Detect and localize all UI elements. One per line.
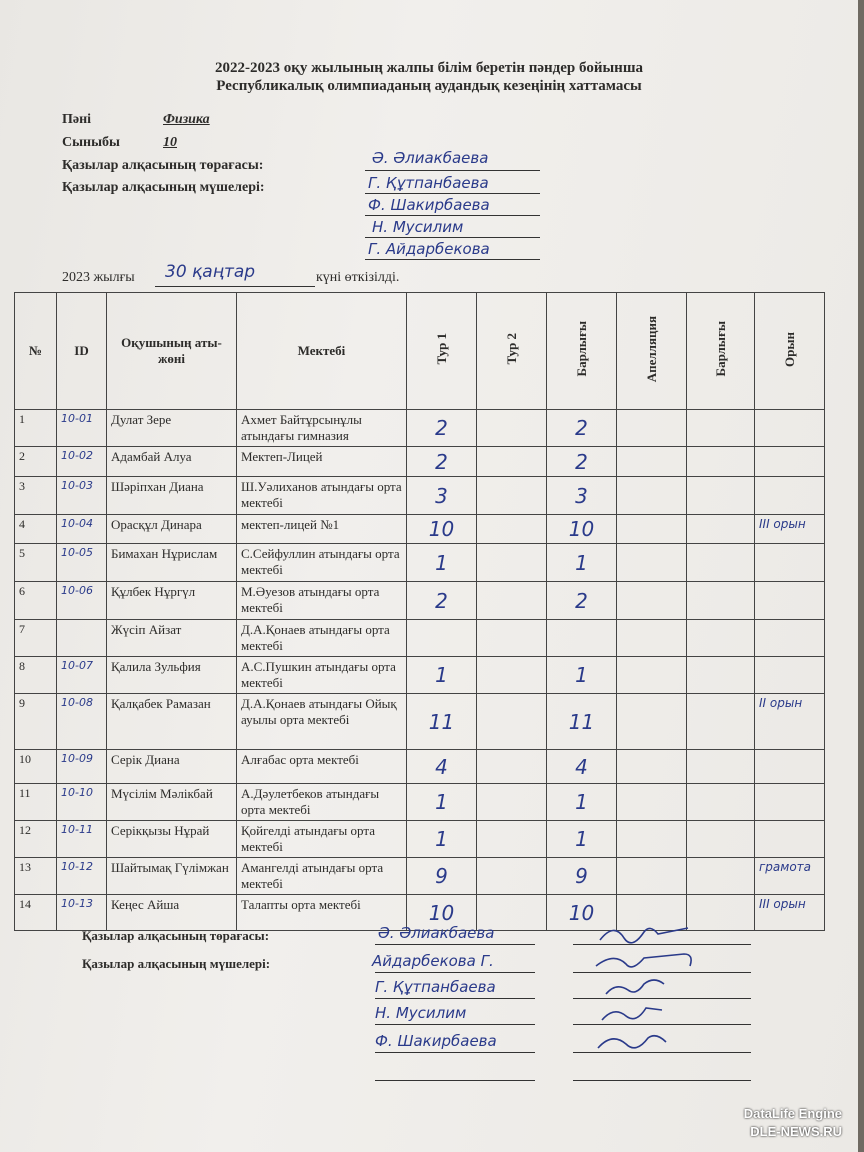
row-school: М.Әуезов атындағы орта мектебі [237,582,407,620]
chair-name-hand: Ә. Әлиакбаева [372,149,489,167]
footer-name-line-4 [375,1024,535,1025]
row-total: 10 [547,895,617,931]
row-total: 9 [547,858,617,895]
row-total-2 [687,410,755,447]
row-total: 1 [547,657,617,694]
row-round1: 9 [407,858,477,895]
row-total-2 [687,515,755,544]
subject-value: Физика [163,112,210,127]
row-appeal [617,821,687,858]
table-row [15,750,825,784]
table-row [15,582,825,620]
footer-name-4: Н. Мусилим [375,1004,467,1022]
row-round2 [477,657,547,694]
row-total-2 [687,858,755,895]
table-row [15,821,825,858]
table-row [15,447,825,477]
row-id: 10-11 [57,821,107,858]
footer-name-line-5 [375,1052,535,1053]
row-round2 [477,582,547,620]
row-total-2 [687,620,755,657]
col-header-name: Оқушының аты-жөні [107,293,237,410]
row-total-2 [687,784,755,821]
row-place: III орын [755,895,825,931]
row-student-name: Орасқұл Динара [107,515,237,544]
row-place [755,447,825,477]
col-header-total [547,293,617,410]
footer-name-line-6 [375,1080,535,1081]
row-total-2 [687,821,755,858]
row-school: Ш.Уәлиханов атындағы орта мектебі [237,477,407,515]
row-appeal [617,582,687,620]
row-id [57,620,107,657]
row-number: 12 [15,821,57,858]
row-place [755,477,825,515]
row-id: 10-13 [57,895,107,931]
row-round2 [477,477,547,515]
row-total: 3 [547,477,617,515]
row-total-2 [687,657,755,694]
row-number: 11 [15,784,57,821]
member-name-hand-1: Г. Құтпанбаева [368,174,489,192]
col-header-round1-text: Тур 1 [433,333,449,365]
row-school: Д.А.Қонаев атындағы орта мектебі [237,620,407,657]
handwritten-signatures [590,918,750,1088]
row-appeal [617,694,687,750]
row-appeal [617,784,687,821]
row-place [755,657,825,694]
grade-label: Сыныбы [62,135,120,150]
row-student-name: Құлбек Нұргүл [107,582,237,620]
table-row [15,477,825,515]
row-school: Мектеп-Лицей [237,447,407,477]
row-id: 10-06 [57,582,107,620]
row-student-name: Дулат Зере [107,410,237,447]
grade-value: 10 [163,135,177,150]
row-round1: 3 [407,477,477,515]
row-round1: 1 [407,657,477,694]
table-row [15,858,825,895]
row-student-name: Мүсілім Мәлікбай [107,784,237,821]
row-number: 6 [15,582,57,620]
row-school: Амангелді атындағы орта мектебі [237,858,407,895]
footer-name-2: Айдарбекова Г. [372,952,494,970]
footer-chair-label: Қазылар алқасының төрағасы: [82,928,270,943]
col-header-appeal-text: Апелляция [643,315,659,383]
row-appeal [617,750,687,784]
row-round1: 2 [407,447,477,477]
member-name-hand-2: Ф. Шакирбаева [368,196,490,214]
row-appeal [617,447,687,477]
row-place [755,821,825,858]
row-student-name: Қалила Зульфия [107,657,237,694]
row-id: 10-01 [57,410,107,447]
row-round1: 2 [407,582,477,620]
table-header-row [15,293,825,410]
row-id: 10-09 [57,750,107,784]
footer-members-label: Қазылар алқасының мүшелері: [82,956,271,971]
row-round2 [477,821,547,858]
col-header-appeal [617,293,687,410]
row-id: 10-12 [57,858,107,895]
chair-label: Қазылар алқасының төрағасы: [62,158,264,173]
row-student-name: Кеңес Айша [107,895,237,931]
row-total [547,620,617,657]
row-place: грамота [755,858,825,895]
col-header-round2 [477,293,547,410]
footer-name-line-1 [375,944,535,945]
member-line-1 [365,193,540,194]
footer-name-5: Ф. Шакирбаева [375,1032,497,1050]
row-id: 10-03 [57,477,107,515]
row-number: 5 [15,544,57,582]
row-student-name: Серік Диана [107,750,237,784]
footer-name-line-3 [375,998,535,999]
doc-title-line2: Республикалық олимпиаданың аудандық кезеңінің хаттамасы [216,78,642,94]
row-number: 4 [15,515,57,544]
row-round2 [477,620,547,657]
row-total: 11 [547,694,617,750]
row-appeal [617,620,687,657]
row-round1: 10 [407,515,477,544]
row-total: 1 [547,784,617,821]
row-total-2 [687,582,755,620]
row-school: А.С.Пушкин атындағы орта мектебі [237,657,407,694]
row-appeal [617,544,687,582]
col-header-round1 [407,293,477,410]
row-student-name: Қалқабек Рамазан [107,694,237,750]
table-row [15,694,825,750]
col-header-school: Мектебі [237,293,407,410]
subject-label: Пәні [62,112,92,127]
row-school: С.Сейфуллин атындағы орта мектебі [237,544,407,582]
row-school: Қойгелді атындағы орта мектебі [237,821,407,858]
held-text: күні өткізілді. [316,270,400,285]
row-round1: 1 [407,784,477,821]
row-place: III орын [755,515,825,544]
row-student-name: Шайтымақ Гүлімжан [107,858,237,895]
row-id: 10-04 [57,515,107,544]
row-number: 14 [15,895,57,931]
table-row [15,620,825,657]
table-row [15,784,825,821]
year-text: 2023 жылғы [62,270,135,285]
row-id: 10-07 [57,657,107,694]
date-line [155,286,315,287]
table-row [15,515,825,544]
member-name-hand-3: Н. Мусилим [372,218,464,236]
row-total: 1 [547,821,617,858]
chair-signature-line [365,170,540,171]
row-place [755,620,825,657]
row-student-name: Жүсіп Айзат [107,620,237,657]
row-school: Алғабас орта мектебі [237,750,407,784]
row-number: 1 [15,410,57,447]
row-round2 [477,750,547,784]
footer-name-line-2 [375,972,535,973]
row-number: 10 [15,750,57,784]
row-student-name: Шәріпхан Диана [107,477,237,515]
member-line-3 [365,237,540,238]
row-number: 2 [15,447,57,477]
row-appeal [617,858,687,895]
row-round1 [407,620,477,657]
col-header-total-2 [687,293,755,410]
row-appeal [617,657,687,694]
row-number: 8 [15,657,57,694]
row-round1: 10 [407,895,477,931]
row-place [755,582,825,620]
footer-name-3: Г. Құтпанбаева [375,978,496,996]
row-number: 7 [15,620,57,657]
row-total: 2 [547,447,617,477]
row-total-2 [687,694,755,750]
table-row [15,544,825,582]
row-school: А.Дәулетбеков атындағы орта мектебі [237,784,407,821]
row-id: 10-10 [57,784,107,821]
row-appeal [617,515,687,544]
row-number: 9 [15,694,57,750]
row-round2 [477,410,547,447]
row-id: 10-05 [57,544,107,582]
row-school: мектеп-лицей №1 [237,515,407,544]
col-header-round2-text: Тур 2 [503,333,519,365]
row-total: 2 [547,410,617,447]
row-school: Д.А.Қонаев атындағы Ойық ауылы орта мектебі [237,694,407,750]
watermark-line1: DataLife Engine [743,1106,842,1121]
member-line-4 [365,259,540,260]
col-header-place [755,293,825,410]
row-school: Талапты орта мектебі [237,895,407,931]
row-round1: 2 [407,410,477,447]
table-row [15,410,825,447]
col-header-total-2-text: Барлығы [712,321,728,377]
row-round2 [477,694,547,750]
row-round1: 1 [407,821,477,858]
row-id: 10-08 [57,694,107,750]
row-total: 10 [547,515,617,544]
row-total: 1 [547,544,617,582]
row-round1: 11 [407,694,477,750]
row-round2 [477,858,547,895]
row-school: Ахмет Байтұрсынұлы атындағы гимназия [237,410,407,447]
row-student-name: Бимахан Нұрислам [107,544,237,582]
row-round2 [477,515,547,544]
row-total-2 [687,750,755,784]
row-total-2 [687,477,755,515]
table-row [15,657,825,694]
row-total-2 [687,544,755,582]
row-student-name: Адамбай Алуа [107,447,237,477]
row-round2 [477,784,547,821]
row-place [755,410,825,447]
row-round2 [477,544,547,582]
row-total-2 [687,447,755,477]
row-number: 13 [15,858,57,895]
row-number: 3 [15,477,57,515]
col-header-total-text: Барлығы [573,321,589,377]
date-hand: 30 қаңтар [165,262,256,282]
col-header-place-text: Орын [781,331,797,367]
row-round1: 4 [407,750,477,784]
row-total: 4 [547,750,617,784]
results-table [14,292,825,931]
row-place [755,784,825,821]
row-place [755,750,825,784]
row-round1: 1 [407,544,477,582]
members-label: Қазылар алқасының мүшелері: [62,180,265,195]
footer-name-1: Ә. Әлиакбаева [378,924,495,942]
member-name-hand-4: Г. Айдарбекова [368,240,490,258]
row-appeal [617,477,687,515]
col-header-id: ID [57,293,107,410]
row-student-name: Серікқызы Нұрай [107,821,237,858]
row-place: II орын [755,694,825,750]
row-place [755,544,825,582]
watermark-line2: DLE-NEWS.RU [750,1124,842,1139]
row-round2 [477,447,547,477]
row-appeal [617,410,687,447]
col-header-number: № [15,293,57,410]
row-id: 10-02 [57,447,107,477]
member-line-2 [365,215,540,216]
row-total: 2 [547,582,617,620]
doc-title-line1: 2022-2023 оқу жылының жалпы білім беретін пәндер бойынша [215,60,643,76]
